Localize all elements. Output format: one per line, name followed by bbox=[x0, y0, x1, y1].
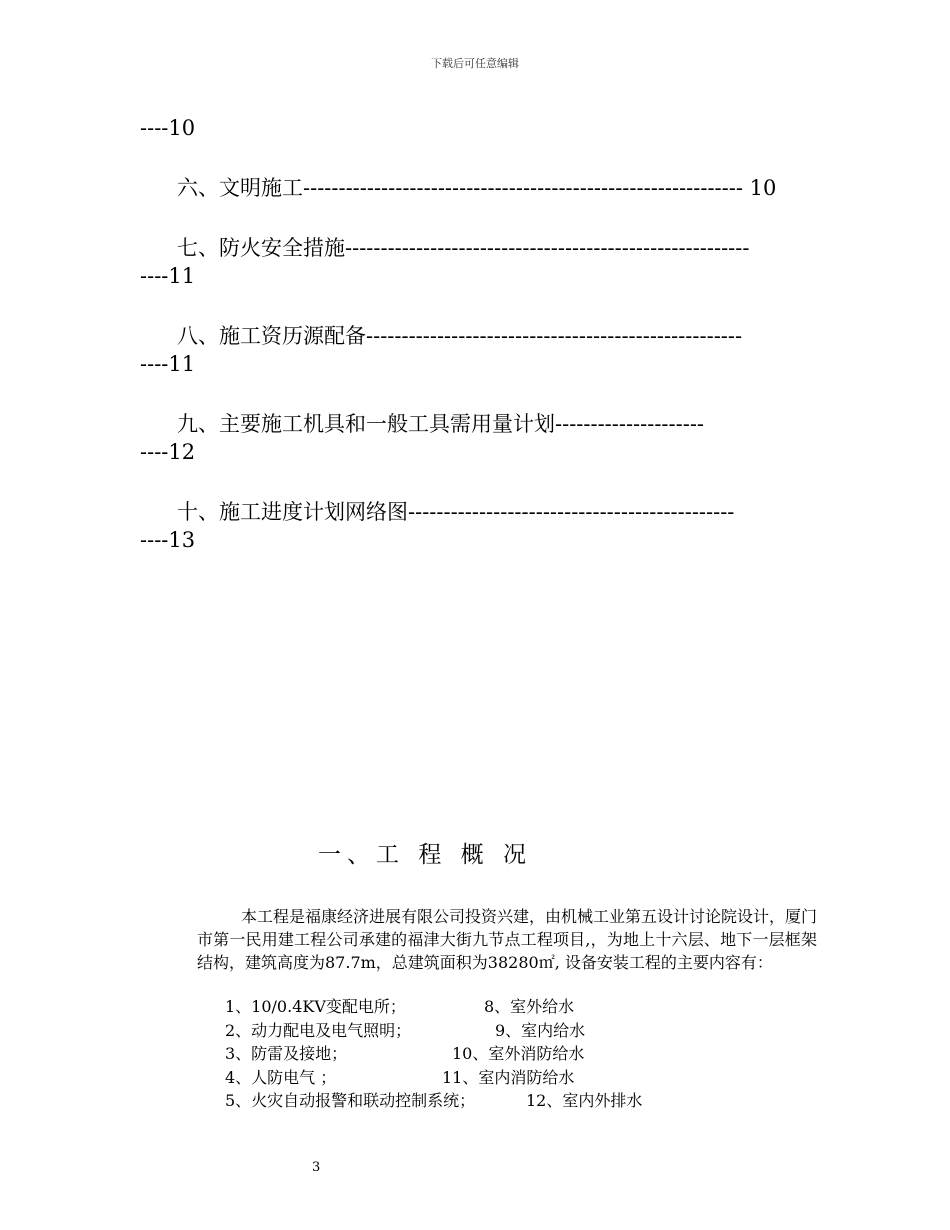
item-left: 2、动力配电及电气照明； bbox=[225, 1020, 412, 1040]
toc-entry-page: ----13 bbox=[140, 528, 196, 552]
item-right: 11、室内消防给水 bbox=[442, 1067, 575, 1087]
toc-entry-title: 六、文明施工-------------------------------------------------------------- 10 bbox=[177, 176, 777, 200]
item-left: 1、10/0.4KV变配电所； bbox=[225, 997, 406, 1016]
toc-entry-title: 八、施工资历源配备----------------------------------------------------- bbox=[177, 324, 743, 348]
item-left: 5、火灾自动报警和联动控制系统； bbox=[225, 1091, 476, 1110]
table-of-contents bbox=[140, 114, 820, 554]
item-left: 3、防雷及接地； bbox=[225, 1044, 348, 1063]
page-header: 下载后可任意编辑 bbox=[431, 57, 519, 70]
toc-entry bbox=[140, 410, 820, 466]
item-right: 10、室外消防给水 bbox=[452, 1044, 585, 1063]
toc-entry-page: ----11 bbox=[140, 264, 196, 288]
section-title: 一、工 程 概 况 bbox=[318, 842, 532, 868]
toc-entry-title: 九、主要施工机具和一般工具需用量计划--------------------- bbox=[177, 412, 705, 436]
toc-entry-title: 七、防火安全措施--------------------------------------------------------- bbox=[177, 236, 750, 260]
toc-entry bbox=[140, 234, 820, 290]
item-right: 9、室内给水 bbox=[495, 1020, 586, 1040]
project-overview bbox=[197, 905, 817, 974]
toc-continuation: ----10 bbox=[140, 116, 196, 140]
toc-entry bbox=[140, 498, 820, 554]
toc-entry-page: ----12 bbox=[140, 440, 196, 464]
toc-entry-title: 十、施工进度计划网络图---------------------------------------------- bbox=[177, 500, 735, 524]
overview-paragraph: 本工程是福康经济进展有限公司投资兴建，由机械工业第五设计讨论院设计，厦门市第一民用建工程公司承建的福津大街九节点工程项目,，为地上十六层、地下一层框架结构，建筑高度为87.7m，总建筑面积为38280㎡, 设备安装工程的主要内容有： bbox=[197, 907, 818, 972]
toc-entry bbox=[140, 174, 820, 202]
item-left: 4、人防电气 ； bbox=[225, 1067, 337, 1087]
toc-entry-page: ----11 bbox=[140, 352, 196, 376]
toc-entry bbox=[140, 322, 820, 378]
item-right: 8、室外给水 bbox=[484, 997, 575, 1016]
page-number: 3 bbox=[312, 1160, 321, 1175]
item-right: 12、室内外排水 bbox=[526, 1091, 643, 1110]
